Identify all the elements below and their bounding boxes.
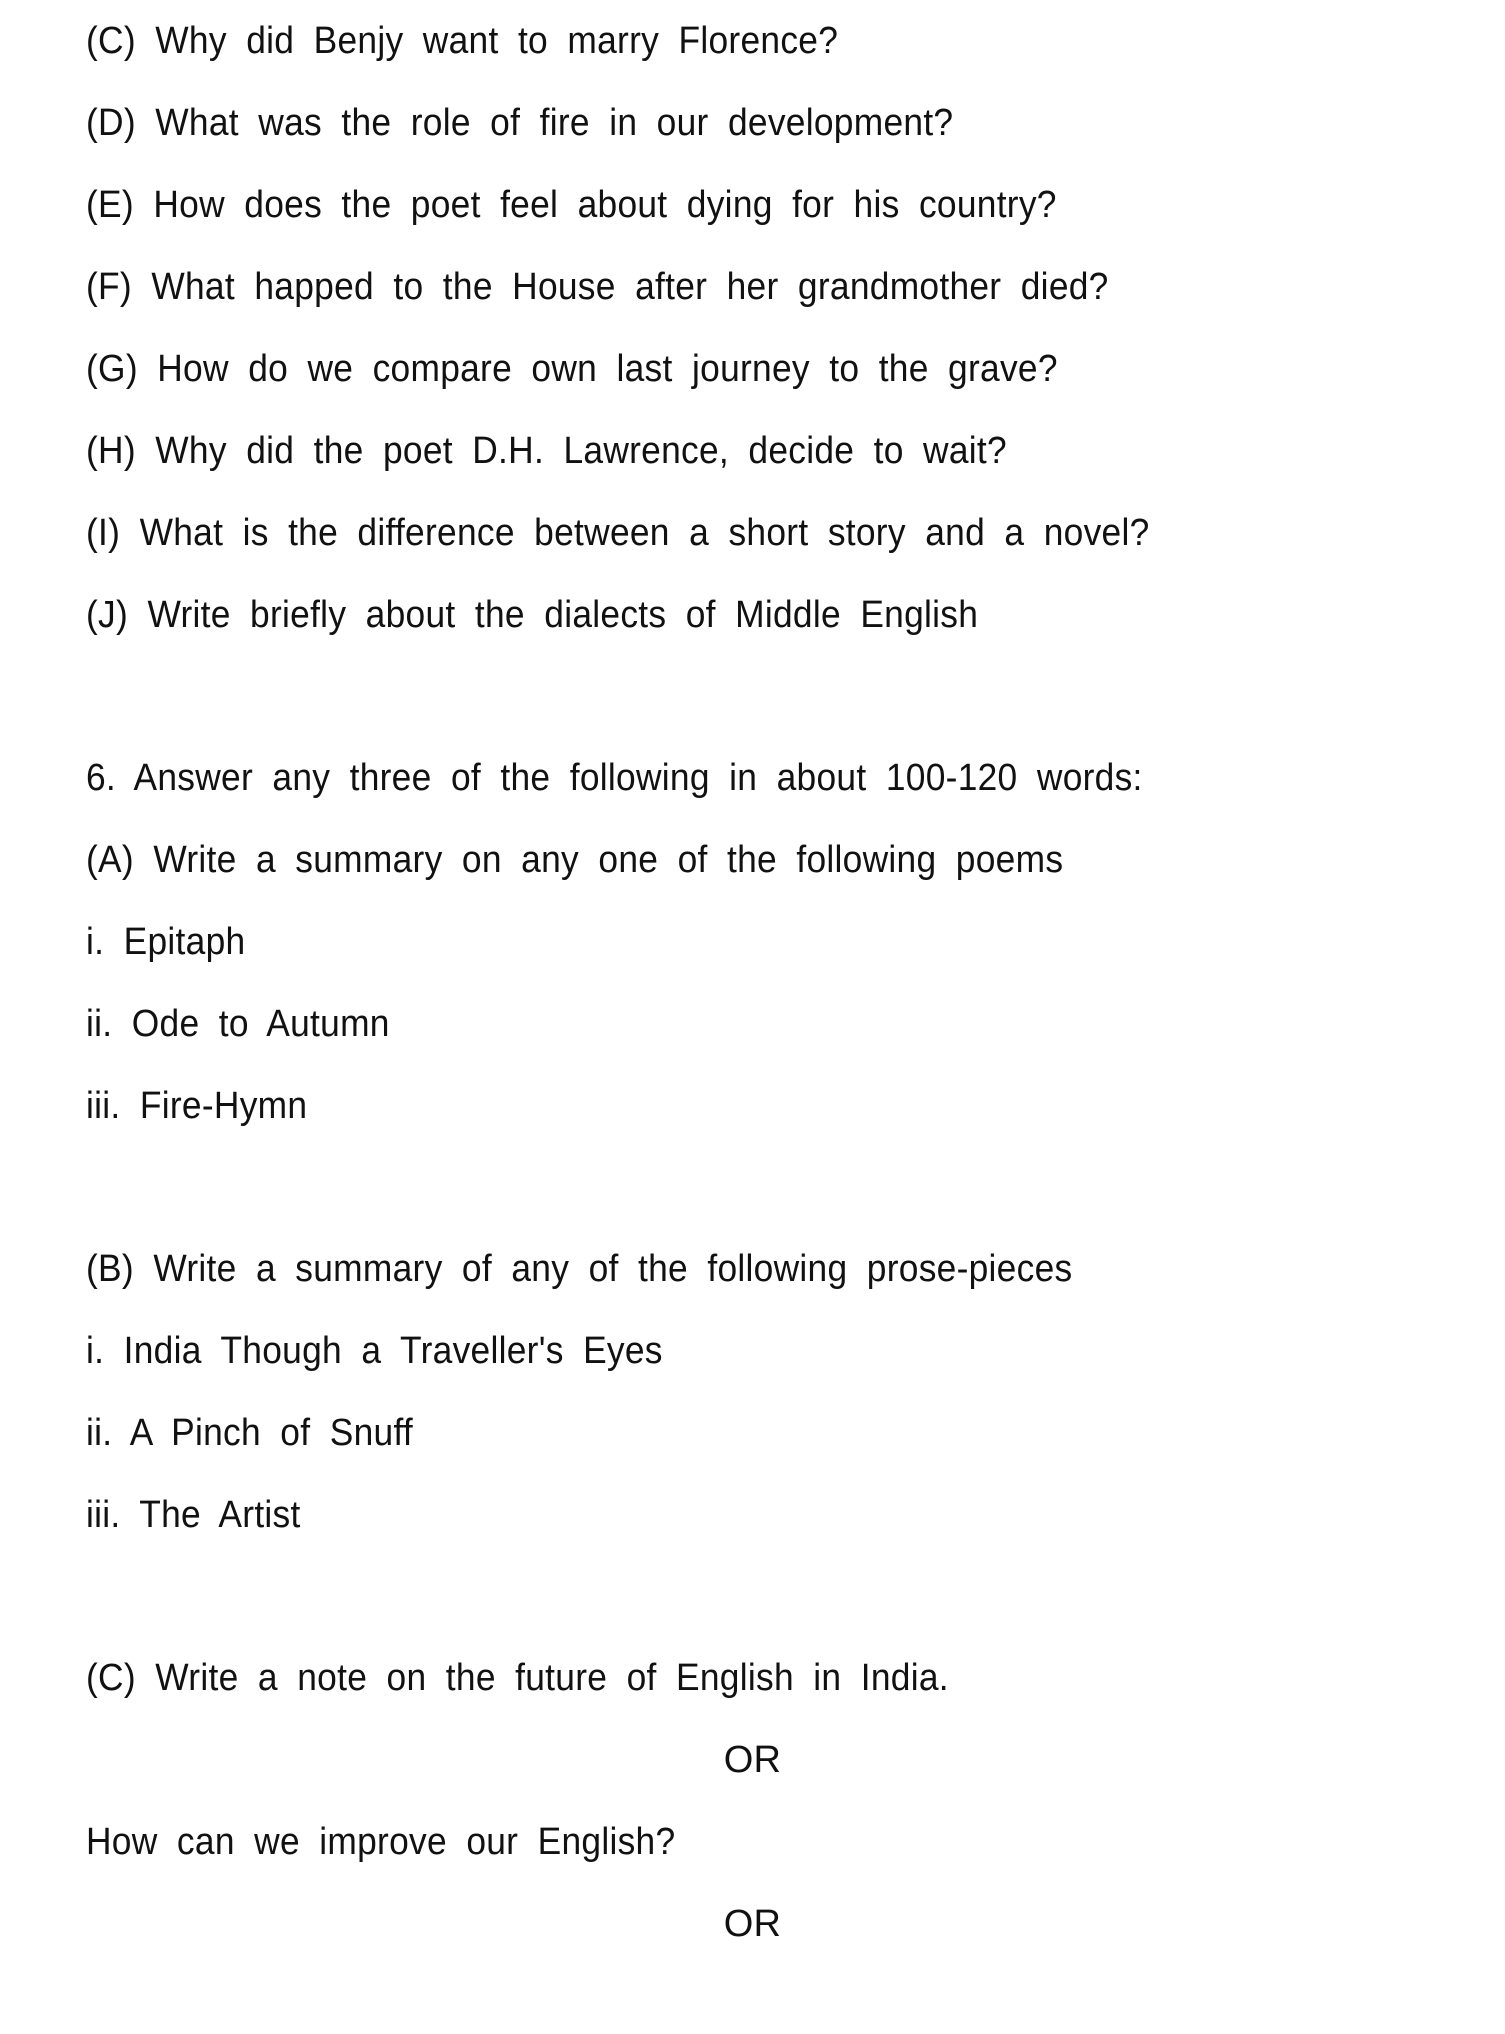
part-c-alternative: How can we improve our English?: [86, 1821, 676, 1863]
part-b-option-3: iii. The Artist: [86, 1494, 301, 1536]
question-i: (I) What is the difference between a short story and a novel?: [86, 512, 1150, 554]
or-separator-1: OR: [723, 1739, 782, 1781]
question-g: (G) How do we compare own last journey to the grave?: [86, 348, 1058, 390]
part-b-option-2: ii. A Pinch of Snuff: [86, 1412, 414, 1454]
question-h: (H) Why did the poet D.H. Lawrence, decide to wait?: [86, 430, 1007, 472]
part-a-prompt: (A) Write a summary on any one of the following poems: [86, 839, 1064, 881]
part-a-option-2: ii. Ode to Autumn: [86, 1003, 390, 1045]
part-a-option-3: iii. Fire-Hymn: [86, 1085, 308, 1127]
part-a-option-1: i. Epitaph: [86, 921, 246, 963]
section-6-heading: 6. Answer any three of the following in about 100-120 words:: [86, 757, 1143, 799]
part-c-prompt: (C) Write a note on the future of English in India.: [86, 1657, 949, 1699]
question-j: (J) Write briefly about the dialects of Middle English: [86, 594, 979, 636]
question-f: (F) What happed to the House after her grandmother died?: [86, 266, 1109, 308]
question-d: (D) What was the role of fire in our development?: [86, 102, 954, 144]
question-e: (E) How does the poet feel about dying for his country?: [86, 184, 1057, 226]
question-c: (C) Why did Benjy want to marry Florence?: [86, 20, 839, 62]
part-b-prompt: (B) Write a summary of any of the following prose-pieces: [86, 1248, 1073, 1290]
part-b-option-1: i. India Though a Traveller's Eyes: [86, 1330, 663, 1372]
or-separator-2: OR: [723, 1903, 782, 1945]
